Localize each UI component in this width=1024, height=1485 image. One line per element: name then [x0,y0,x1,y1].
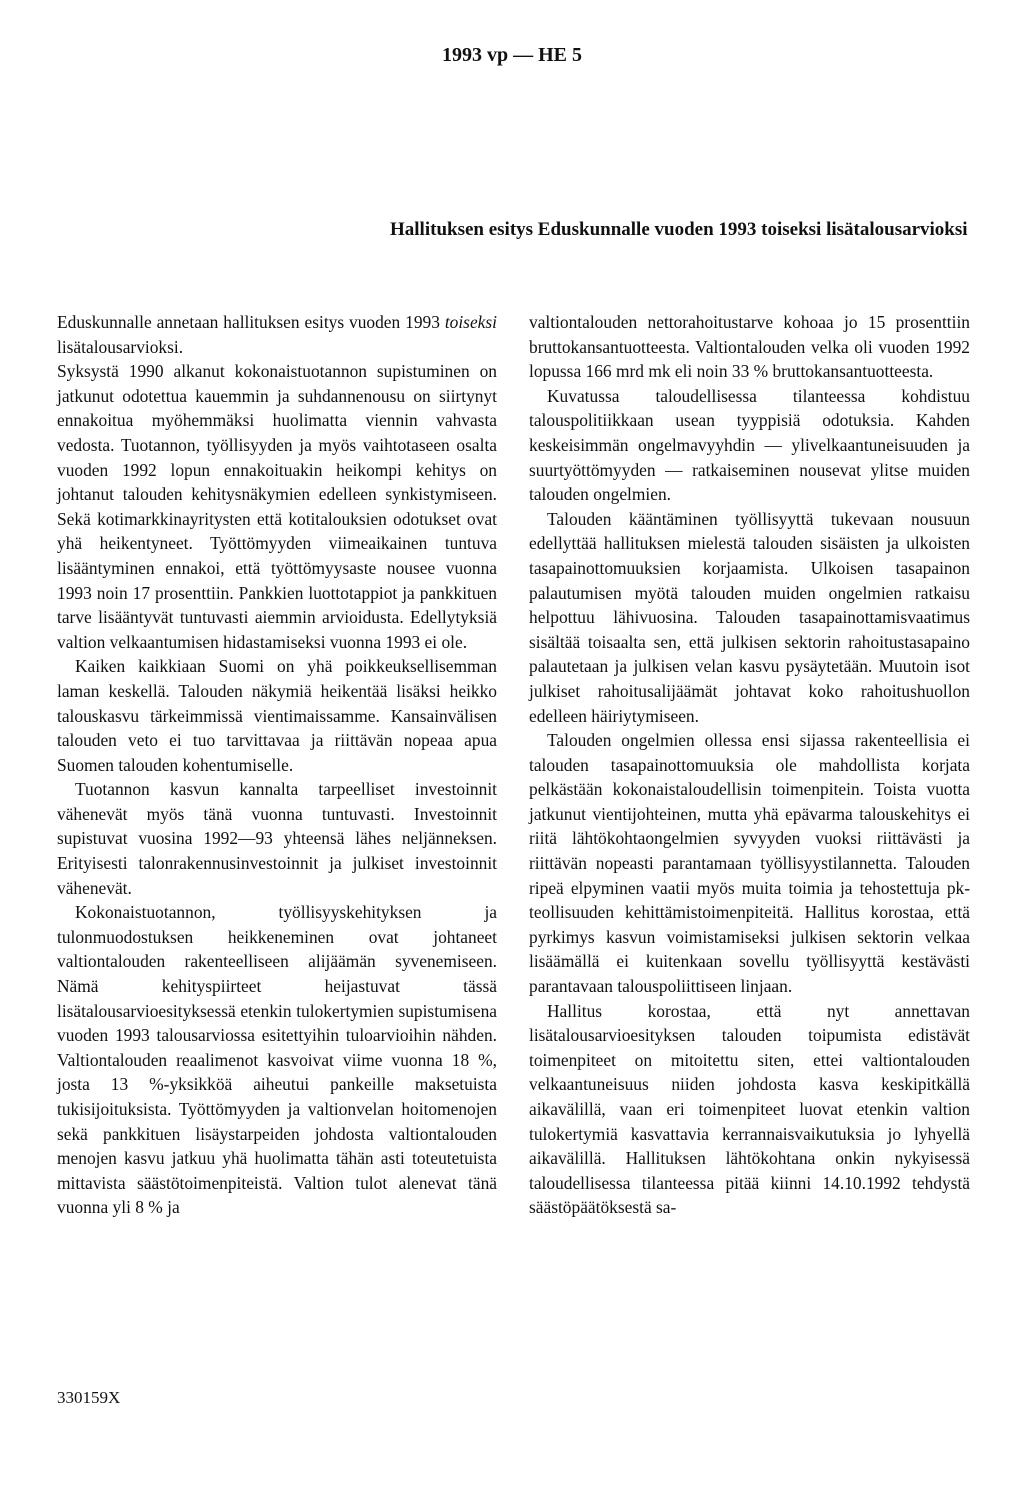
document-title: Hallituksen esitys Eduskunnalle vuoden 1993 toiseksi lisätalousarvioksi [390,219,968,240]
body-paragraph: Kaiken kaikkiaan Suomi on yhä poikkeuksellisemman laman keskellä. Talouden näkymiä heikentää lisäksi heikko talouskasvu tärkeimmissä vientimaissamme. Kansainvälisen talouden veto ei tuo tarvittavaa ja riittävän nopeaa apua Suomen talouden kohentumiselle. [57,656,497,775]
body-paragraph: Kuvatussa taloudellisessa tilanteessa kohdistuu talouspolitiikkaan usean tyyppisiä odotuksia. Kahden keskeisimmän ongelmavyyhdin — ylivelkaantuneisuuden ja suurtyöttömyyden — ratkaiseminen nousevat ylitse muiden talouden ongelmien. [529,385,970,505]
page-header: 1993 vp — HE 5 [441,44,583,66]
intro-text-start: Eduskunnalle annetaan hallituksen esitys vuoden 1993 [57,312,445,332]
body-paragraph: Talouden ongelmien ollessa ensi sijassa rakenteellisia ei talouden tasapainottomuuksia ole mahdollista korjata pelkästään kokonaistaloudellisin toimenpitein. Toista vuotta jatkunut vientijohteinen, mutta yhä epävarma talouskehitys ei riitä lähtökohtaongelmien syvyyden vuoksi riittävästi ja riittävän nopeasti parantamaan työllisyystilannetta. Talouden ripeä elpyminen vaatii myös muita toimia ja tehostettuja pk-teollisuuden kehittämistoimenpiteitä. Hallitus korostaa, että pyrkimys kasvun voimistamiseksi julkisen sektorin velkaa lisäämällä ei kuitenkaan sovellu työllisyyttä kestävästi parantavaan talouspoliittiseen linjaan. [529,730,970,997]
body-paragraph: Hallitus korostaa, että nyt annettavan lisätalousarvioesityksen talouden toipumista edistävät toimenpiteet on mitoitettu siten, ettei valtiontalouden velkaantuneisuus niiden johdosta kasva keskipitkällä aikavälillä, vaan eri toimenpiteet luovat etenkin valtion tulokertymiä kasvattavia kerrannaisvaikutuksia jo lyhyellä aikavälillä. Hallituksen lähtökohtana onkin nykyisessä taloudellisessa tilanteessa pitää kiinni 14.10.1992 tehdystä säästöpäätöksestä sa- [529,1000,970,1218]
body-paragraph: Syksystä 1990 alkanut kokonaistuotannon supistuminen on jatkunut odotettua kauemmin ja suhdannenousu on siirtynyt ennakoitua myöhemmäksi huolimatta viennin vahvasta vedosta. Tuotannon, työllisyyden ja myös vaihtotaseen osalta vuoden 1992 lopun ennakoituakin heikompi kehitys on johtanut talouden kehitysnäkymien edelleen synkistymiseen. Sekä kotimarkkinayritysten että kotitalouksien odotukset ovat yhä heikentyneet. Työttömyyden viimeaikainen tuntuva lisääntyminen ennakoi, että työttömyysaste nousee vuonna 1993 noin 17 prosenttiin. Pankkien luottotappiot ja pankkituen tarve lisääntyvät tuntuvasti aiemmin arvioidusta. Edellytyksiä valtion velkaantumisen hidastamiseksi vuonna 1993 ei ole. [57,361,497,652]
left-column [57,310,497,1220]
body-paragraph: Talouden kääntäminen työllisyyttä tukevaan nousuun edellyttää hallituksen mielestä talouden sisäisten ja ulkoisten tasapainottomuuksien korjaamista. Ulkoisen tasapainon palautumisen myötä talouden muiden ongelmien ratkaisu helpottuu lähivuosina. Talouden tasapainottamisvaatimus sisältää toisaalta sen, että julkisen sektorin rahoitustasapaino palautetaan ja julkisen velan kasvu pysäytetään. Muutoin isot julkiset rahoitusalijäämät johtavat koko rahoitushuollon edelleen häiriytymiseen. [529,508,970,726]
intro-paragraph [57,310,497,359]
document-code: 330159X [57,1388,121,1407]
right-column [529,310,970,1220]
intro-text-end: lisätalousarvioksi. [57,336,184,357]
intro-text-italic: toiseksi [444,312,497,332]
body-paragraph: Tuotannon kasvun kannalta tarpeelliset investoinnit vähenevät myös tänä vuonna tuntuvasti. Investoinnit supistuvat vuosina 1992—93 yhteensä lähes neljänneksen. Erityisesti talonrakennusinvestoinnit ja julkiset investoinnit vähenevät. [57,779,497,898]
continued-paragraph: valtiontalouden nettorahoitustarve kohoaa jo 15 prosenttiin bruttokansantuotteesta. Valtiontalouden velka oli vuoden 1992 lopussa 166 mrd mk eli noin 33 % bruttokansantuotteesta. [529,312,970,382]
body-paragraph: Kokonaistuotannon, työllisyyskehityksen ja tulonmuodostuksen heikkeneminen ovat johtaneet valtiontalouden rakenteelliseen alijäämän syvenemiseen. Nämä kehityspiirteet heijastuvat tässä lisätalousarvioesityksessä etenkin tulokertymien supistumisena vuoden 1993 talousarviossa esitettyihin tuloarvioihin nähden. Valtiontalouden reaalimenot kasvoivat viime vuonna 18 %, josta 13 %-yksikköä aiheutui pankeille maksetuista tukisijoituksista. Työttömyyden ja valtionvelan hoitomenojen sekä pankkituen lisäystarpeiden johdosta valtiontalouden menojen kasvu jatkuu yhä huolimatta tähän asti toteutetuista mittavista säästötoimenpiteistä. Valtion tulot alenevat tänä vuonna yli 8 % ja [57,902,497,1218]
